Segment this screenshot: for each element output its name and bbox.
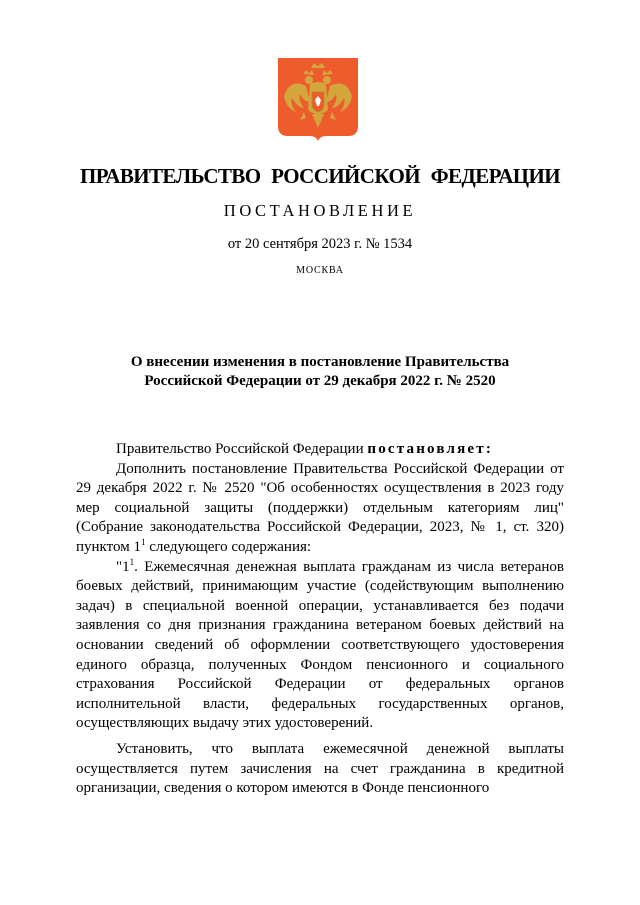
document-type: ПОСТАНОВЛЕНИЕ: [223, 201, 417, 220]
superscript: 1: [140, 536, 146, 547]
payment-text: Установить, что выплата ежемесячной денежной выплаты осуществляется путем зачисления на счет гражданина в кредитной организации, сведения о котором имеются в Фонде пенсионного: [76, 740, 564, 797]
paragraph-preamble: [76, 440, 564, 460]
russian-coat-of-arms-icon: [276, 56, 360, 142]
document-body: [76, 440, 564, 799]
clause-text: . Ежемесячная денежная выплата гражданам из числа ветеранов боевых действий, принимающим участие (содействующим выполнению задач) в специальной военной операции, устанавливается без подачи заявления со дня признания гражданина ветераном боевых действий на основании сведений об оформлении соответствующего удостоверения единого образца, полученных Фондом пенсионного и социального страхования Российской Федерации от федеральных органов исполнительной власти, федеральных государственных органов, осуществляющих выдачу этих удостоверений.: [76, 558, 564, 732]
amendment-text: Дополнить постановление Правительства Российской Федерации от 29 декабря 2022 г. № 2520 "Об особенностях осуществления в 2023 году мер социальной защиты (поддержки) отдельным категориям лиц" (Собрание законодательства Российской Федерации, 2023, № 1, ст. 320) пунктом 1: [76, 460, 564, 555]
amendment-text-end: следующего содержания:: [145, 538, 312, 555]
title-line: О внесении изменения в постановление Правительства: [130, 354, 510, 370]
clause-start: "1: [116, 558, 130, 575]
superscript: 1: [129, 556, 135, 567]
date-and-number: от 20 сентября 2023 г. № 1534: [227, 236, 413, 252]
organization-heading: ПРАВИТЕЛЬСТВО РОССИЙСКОЙ ФЕДЕРАЦИИ: [80, 164, 560, 188]
preamble-text: Правительство Российской Федерации: [116, 441, 368, 457]
city-label: МОСКВА: [296, 265, 344, 276]
document-title: [0, 353, 640, 391]
decree-word: постановляет:: [367, 441, 494, 457]
title-line: Российской Федерации от 29 декабря 2022 г. № 2520: [144, 373, 496, 389]
paragraph-payment: [76, 740, 564, 799]
paragraph-quoted-clause: [76, 558, 564, 734]
paragraph-amendment: [76, 460, 564, 558]
